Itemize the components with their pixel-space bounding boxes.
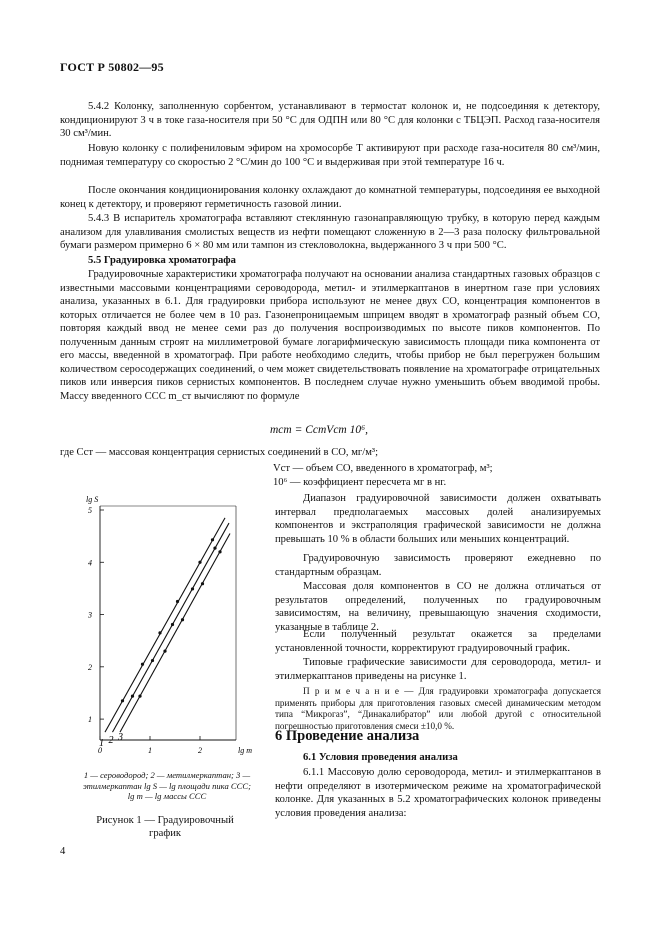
paragraph-after-conditioning: После окончания кондиционирования колонку охлаждают до комнатной температуры, подсоединяя ее выходной конец к детектору, и проверяют герметичность газовой линии. [60,185,600,210]
subsection-6-1-title: 6.1 Условия проведения анализа [303,752,458,763]
paragraph-check: Градуировочную зависимость проверяют ежедневно по стандартным образцам. [275,553,601,578]
y-tick-label: 4 [88,558,92,568]
y-tick-label: 3 [88,610,92,620]
where-c: где Cст — массовая концентрация сернистых соединений в СО, мг/м³; [60,447,379,458]
curve-label-2: 2 [108,735,114,747]
data-point-2 [151,659,154,662]
where-k: 10⁶ — коэффициент пересчета мг в нг. [273,477,447,488]
paragraph-if: Если полученный результат окажется за пределами установленной точности, корректируют градуировочный график. [275,629,601,654]
curve-label-1: 1 [99,738,104,750]
data-point-3 [163,650,166,653]
formula-mass: mст = CстVст 10⁶, [270,424,368,436]
curve-label-3: 3 [118,732,123,744]
data-point-1 [211,538,214,541]
data-point-2 [213,547,216,550]
y-tick-label: 5 [88,506,92,515]
x-tick-label: 0 [98,746,102,755]
x-axis-label: lg m [238,746,252,755]
data-point-1 [176,600,179,603]
section-5-5-title: 5.5 Градуировка хроматографа [88,255,236,266]
series-line-2 [113,523,230,732]
paragraph-5-4-3: 5.4.3 В испаритель хроматографа вставляют стеклянную газонаправляющую трубку, в которую перед каждым анализом для улавливания смолистых веществ из нефти помещают сложенную в 2—3 раза полоску фильтровальной бумаги размером примерно 6 × 80 мм или тампон из стекловолокна, выдержанного 3 ч при 500 °С. [60,213,600,251]
data-point-3 [138,694,141,697]
chapter-6-title: 6 Проведение анализа [275,728,420,744]
page-number: 4 [60,846,66,857]
data-point-2 [171,623,174,626]
data-point-2 [191,587,194,590]
paragraph-new-column: Новую колонку с полифениловым эфиром на хромосорбе Т активируют при расходе газа-носителя 80 см³/мин, поднимая температуру со скоростью 2 °С/мин до 100 °С и выдерживая при этой температуре 16 ч. [60,143,600,168]
figure-caption: Рисунок 1 — Градуировочный график [96,815,234,839]
paragraph-range: Диапазон градуировочной зависимости должен охватывать интервал предполагаемых массовых долей анализируемых компонентов и экстраполяция графической зависимости не должна превышать 10 % в области больших или меньших концентраций. [275,493,601,545]
data-point-1 [158,631,161,634]
data-point-3 [201,582,204,585]
data-point-2 [131,694,134,697]
y-axis-label: lg S [86,495,99,504]
x-tick-label: 2 [198,746,202,755]
y-tick-label: 1 [88,715,92,725]
paragraph-mass: Массовая доля компонентов в СО не должна отличаться от результатов определений, полученных по градуировочным зависимостям, на величину, превышающую значения сходимости, указанные в таблице 2. [275,581,601,633]
data-point-1 [141,663,144,666]
paragraph-typical: Типовые графические зависимости для сероводорода, метил- и этилмеркаптанов приведены на рисунке 1. [275,657,601,682]
paragraph-6-1-1: 6.1.1 Массовую долю сероводорода, метил- и этилмеркаптанов в нефти определяют в изотермическом режиме на хроматографической колонке. Для указанных в 5.2 хроматографических колонок приведены условия проведения анализа: [275,767,601,819]
paragraph-5-4-2: 5.4.2 Колонку, заполненную сорбентом, устанавливают в термостат колонок и, не подсоединяя к детектору, кондиционируют 3 ч в токе газа-носителя при 50 °С для ОДПН или 80 °С для колонки с ТБЦЭП. Расход газа-носителя 30 см³/мин. [60,101,600,139]
y-tick-label: 2 [88,662,92,672]
where-v: Vст — объем СО, введенного в хроматограф, м³; [273,463,493,474]
data-point-3 [181,618,184,621]
data-point-1 [198,561,201,564]
x-tick-label: 1 [148,746,152,755]
figure-legend: 1 — сероводород; 2 — метилмеркаптан; 3 — этилмеркаптан lg S — lg площади пика ССС; lg m — lg массы ССС [83,770,251,801]
series-line-3 [120,534,230,733]
data-point-3 [218,550,221,553]
data-point-1 [121,699,124,702]
calibration-chart [80,490,260,780]
note: П р и м е ч а н и е — Для градуировки хроматографа допускается применять приборы для приготовления газовых смесей динамическим методом типа “Микрогаз”, “Динакалибратор” или любой другой с относительной погрешностью приготовления смеси ±10,0 %. [275,686,601,731]
document-header: ГОСТ Р 50802—95 [60,60,164,74]
paragraph-5-5: Градуировочные характеристики хроматографа получают на основании анализа стандартных газовых образцов с известными массовыми концентрациями сероводорода, метил- и этилмеркаптанов в инертном газе при условиях анализа, указанных в 6.1. Для градуировки прибора используют не менее двух СО, концентрация компонентов в которых отличается не более чем в 10 раз. Газонепроницаемым шприцем вводят в хроматограф разный объем СО, повторяя каждый ввод не менее семи раз до получения воспроизводимых по высоте пиков компонентов. По полученным данным строят на миллиметровой бумаге логарифмическую зависимость площади пика компонента от его массы, введенной в хроматограф. При работе необходимо следить, чтобы прибор не был перегружен большим количеством серосодержащих соединений, о чем может свидетельствовать появление на хроматографе отрицательных пиков или инверсия пиков сернистых компонентов. В последнем случае нужно уменьшить объем вводимой пробы. Массу введенного ССС m_ст вычисляют по формуле [60,269,600,402]
